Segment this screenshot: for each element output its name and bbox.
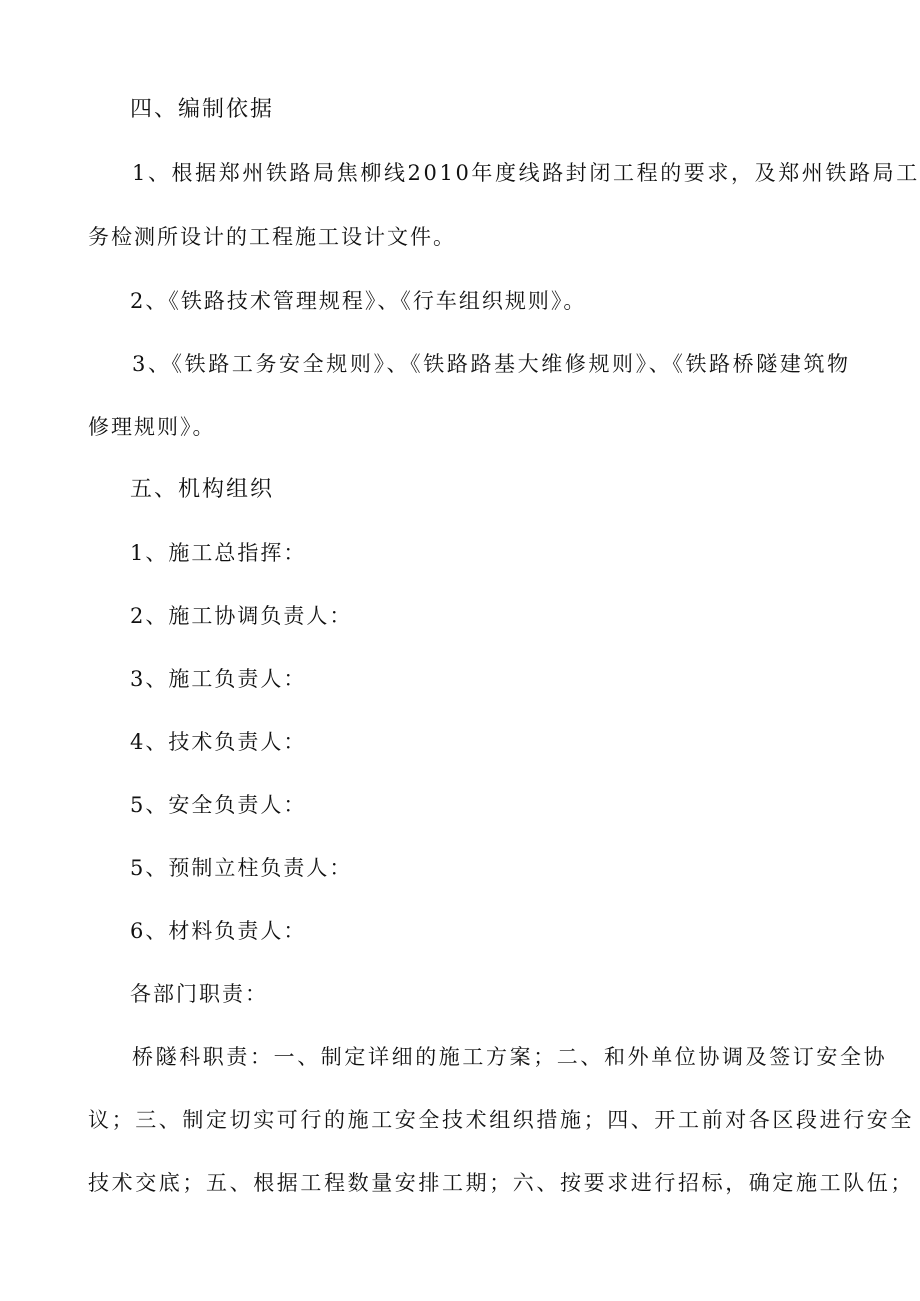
basis-item-3-line-1: 3、《铁路工务安全规则》、《铁路路基大维修规则》、《铁路桥隧建筑物 [132, 352, 851, 376]
basis-item-2: 2、《铁路技术管理规程》、《行车组织规则》。 [130, 289, 587, 313]
role-item: 4、技术负责人： [130, 730, 307, 754]
bridge-dept-duties-line-3: 技术交底；五、根据工程数量安排工期；六、按要求进行招标，确定施工队伍； [88, 1171, 914, 1195]
basis-item-1-line-2: 务检测所设计的工程施工设计文件。 [88, 225, 456, 249]
section-heading-basis: 四、编制依据 [130, 97, 275, 122]
role-item: 2、施工协调负责人： [130, 604, 353, 628]
bridge-dept-duties-line-1: 桥隧科职责：一、制定详细的施工方案；二、和外单位协调及签订安全协 [132, 1045, 888, 1069]
department-duties-heading: 各部门职责： [130, 982, 268, 1006]
section-heading-organization: 五、机构组织 [130, 477, 275, 502]
role-item: 3、施工负责人： [130, 667, 307, 691]
role-item: 5、预制立柱负责人： [130, 856, 353, 880]
basis-item-3-line-2: 修理规则》。 [88, 415, 216, 439]
role-item: 6、材料负责人： [130, 919, 307, 943]
bridge-dept-duties-line-2: 议；三、制定切实可行的施工安全技术组织措施；四、开工前对各区段进行安全 [88, 1108, 914, 1132]
basis-item-1-line-1: 1、根据郑州铁路局焦柳线2010年度线路封闭工程的要求，及郑州铁路局工 [132, 161, 920, 185]
role-item: 5、安全负责人： [130, 793, 307, 817]
role-item: 1、施工总指挥： [130, 541, 307, 565]
